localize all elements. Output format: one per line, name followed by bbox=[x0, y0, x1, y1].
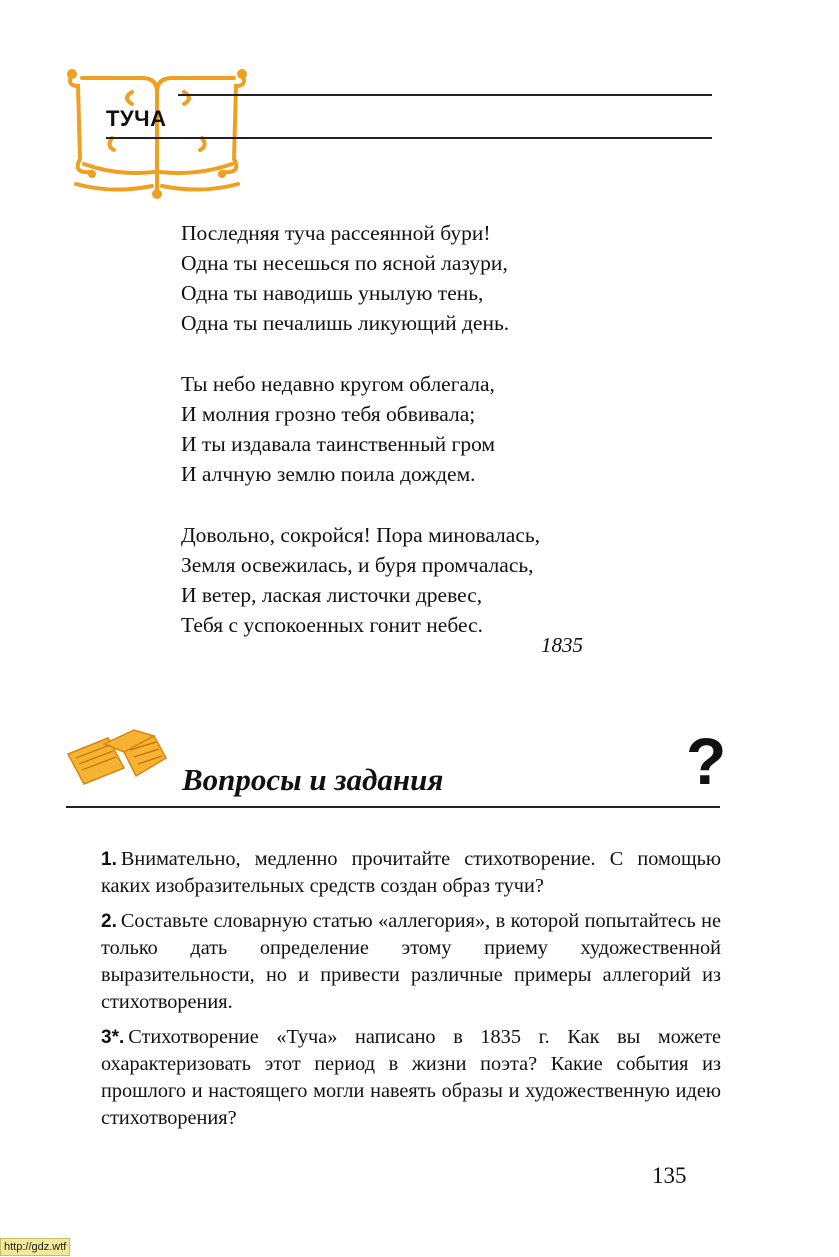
page-number: 135 bbox=[652, 1163, 687, 1188]
header-rule-top bbox=[178, 94, 712, 96]
poem-line: Ты небо недавно кругом облегала, bbox=[181, 372, 495, 396]
task-item bbox=[101, 1024, 721, 1132]
poem-text bbox=[181, 218, 540, 671]
task-item bbox=[101, 846, 721, 900]
watermark-link[interactable]: http://gdz.wtf bbox=[0, 1238, 70, 1256]
poem-stanza bbox=[181, 520, 540, 640]
poem-line: Земля освежилась, и буря промчалась, bbox=[181, 553, 534, 577]
task-item bbox=[101, 908, 721, 1016]
task-number: 3*. bbox=[101, 1027, 125, 1048]
poem-line: И ты издавала таинственный гром bbox=[181, 432, 496, 456]
poem-line: И молния грозно тебя обвивала; bbox=[181, 402, 476, 426]
poem-stanza bbox=[181, 218, 540, 338]
poem-line: И ветер, лаская листочки древес, bbox=[181, 583, 483, 607]
task-text: Составьте словарную статью «аллегория», в которой попытайтесь не только дать определение этому приему художественной выразительности, но и привести различные примеры аллегорий из стихотворения. bbox=[101, 910, 721, 1013]
books-icon bbox=[64, 724, 168, 786]
section-title: Вопросы и задания bbox=[182, 762, 444, 797]
task-list bbox=[101, 846, 721, 1140]
poem-line: Тебя с успокоенных гонит небес. bbox=[181, 613, 483, 637]
task-number: 1. bbox=[101, 849, 117, 870]
poem-line: Последняя туча рассеянной бури! bbox=[181, 221, 491, 245]
poem-line: Одна ты несешься по ясной лазури, bbox=[181, 251, 508, 275]
task-number: 2. bbox=[101, 911, 117, 932]
header-rule-bottom bbox=[106, 137, 712, 139]
poem-line: И алчную землю поила дождем. bbox=[181, 462, 476, 486]
book-ornament-icon bbox=[62, 64, 262, 204]
poem-line: Одна ты наводишь унылую тень, bbox=[181, 281, 484, 305]
poem-title: ТУЧА bbox=[106, 106, 167, 131]
poem-year: 1835 bbox=[541, 633, 583, 657]
task-text: Внимательно, медленно прочитайте стихотворение. С помощью каких изобразительных средств создан образ тучи? bbox=[101, 848, 721, 897]
section-rule bbox=[66, 806, 720, 808]
question-mark-icon: ? bbox=[686, 724, 727, 798]
poem-line: Одна ты печалишь ликующий день. bbox=[181, 311, 510, 335]
poem-stanza bbox=[181, 369, 540, 489]
task-text: Стихотворение «Туча» написано в 1835 г. Как вы можете охарактеризовать этот период в жизни поэта? Какие события из прошлого и настоящего могли навеять образы и художественную идею стихотворения? bbox=[101, 1026, 721, 1129]
poem-line: Довольно, сокройся! Пора миновалась, bbox=[181, 523, 541, 547]
